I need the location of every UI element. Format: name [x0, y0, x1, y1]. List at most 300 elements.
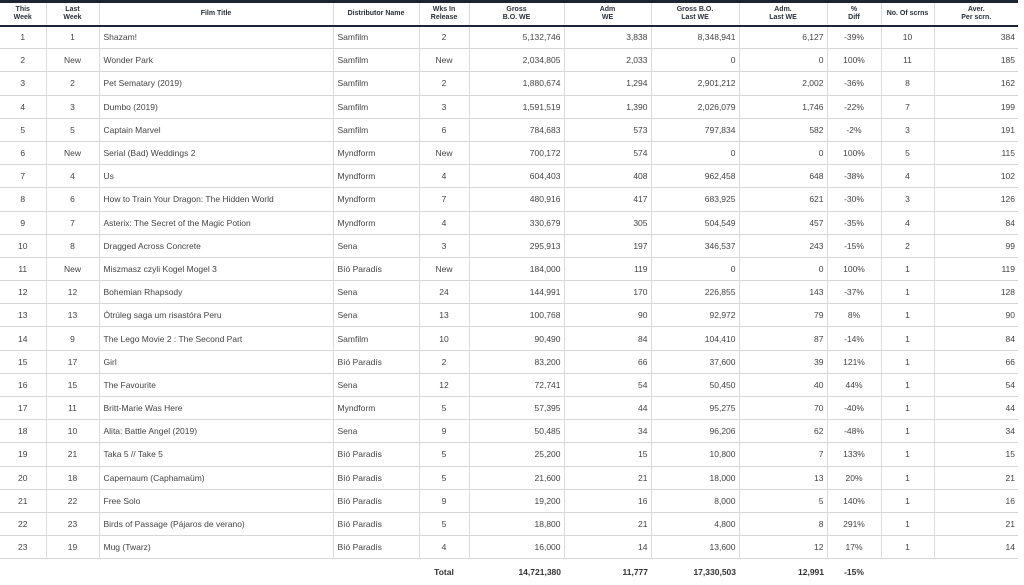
table-row [0, 26, 1018, 49]
gross-cell: 784,683 [469, 118, 564, 141]
distributor-cell: Bíó Paradís [333, 489, 419, 512]
admissions-last-week-cell: 79 [739, 304, 827, 327]
admissions-last-week-cell: 457 [739, 211, 827, 234]
weeks-cell: 7 [419, 188, 469, 211]
distributor-cell: Bíó Paradís [333, 466, 419, 489]
table-row [0, 512, 1018, 535]
weeks-cell: New [419, 141, 469, 164]
gross-cell: 1,880,674 [469, 72, 564, 95]
admissions-cell: 21 [564, 466, 651, 489]
average-per-screen-cell: 102 [934, 165, 1018, 188]
gross-last-week-cell: 962,458 [651, 165, 739, 188]
percent-diff-cell: -39% [827, 26, 881, 49]
percent-diff-cell: -22% [827, 95, 881, 118]
percent-diff-cell: 8% [827, 304, 881, 327]
weeks-cell: 4 [419, 211, 469, 234]
distributor-cell: Samfilm [333, 72, 419, 95]
this-week-cell: 9 [20, 217, 26, 228]
last-week-cell: New [46, 257, 99, 280]
total-admissions: 11,777 [622, 567, 648, 578]
screens-cell: 1 [881, 443, 934, 466]
header-film-title: Film Title [99, 2, 333, 26]
this-week-cell: 17 [18, 403, 28, 414]
table-header [0, 2, 1018, 26]
distributor-cell: Samfilm [333, 49, 419, 72]
gross-last-week-cell: 797,834 [651, 118, 739, 141]
admissions-cell: 90 [564, 304, 651, 327]
weeks-cell: 5 [419, 466, 469, 489]
this-week-cell: 19 [18, 449, 28, 460]
weeks-cell: 2 [419, 350, 469, 373]
last-week-cell: 2 [46, 72, 99, 95]
screens-cell: 4 [881, 211, 934, 234]
gross-last-week-cell: 8,348,941 [651, 26, 739, 49]
distributor-cell: Sena [333, 234, 419, 257]
table-body [0, 26, 1018, 585]
distributor-cell: Myndform [333, 165, 419, 188]
average-per-screen-cell: 21 [934, 466, 1018, 489]
gross-cell: 1,591,519 [469, 95, 564, 118]
admissions-cell: 16 [564, 489, 651, 512]
admissions-cell: 54 [564, 373, 651, 396]
screens-cell: 1 [881, 304, 934, 327]
this-week-cell: 18 [18, 426, 28, 437]
admissions-last-week-cell: 8 [739, 512, 827, 535]
admissions-last-week-cell: 70 [739, 397, 827, 420]
header-weeks-in-release: Wks In Release [419, 2, 469, 26]
weeks-cell: 5 [419, 397, 469, 420]
weeks-cell: 10 [419, 327, 469, 350]
last-week-cell: 9 [46, 327, 99, 350]
percent-diff-cell: -36% [827, 72, 881, 95]
header-average-per-screen: Aver. Per scrn. [934, 2, 1018, 26]
percent-diff-cell: -2% [827, 118, 881, 141]
film-title-cell: Britt-Marie Was Here [99, 397, 333, 420]
admissions-last-week-cell: 5 [739, 489, 827, 512]
header-this-week: This Week [13, 5, 32, 21]
gross-cell: 90,490 [469, 327, 564, 350]
table-row [0, 327, 1018, 350]
last-week-cell: 6 [46, 188, 99, 211]
this-week-cell: 21 [18, 495, 28, 506]
last-week-cell: New [46, 49, 99, 72]
admissions-cell: 1,390 [564, 95, 651, 118]
gross-cell: 330,679 [469, 211, 564, 234]
gross-cell: 72,741 [469, 373, 564, 396]
screens-cell: 1 [881, 257, 934, 280]
distributor-cell: Bíó Paradís [333, 350, 419, 373]
admissions-cell: 84 [564, 327, 651, 350]
distributor-cell: Myndform [333, 141, 419, 164]
this-week-cell: 5 [20, 124, 26, 135]
film-title-cell: Taka 5 // Take 5 [99, 443, 333, 466]
gross-last-week-cell: 92,972 [651, 304, 739, 327]
admissions-last-week-cell: 62 [739, 420, 827, 443]
gross-last-week-cell: 4,800 [651, 512, 739, 535]
gross-last-week-cell: 2,026,079 [651, 95, 739, 118]
admissions-cell: 417 [564, 188, 651, 211]
table-row [0, 489, 1018, 512]
header-last-week: Last Week [46, 2, 99, 26]
gross-last-week-cell: 346,537 [651, 234, 739, 257]
this-week-cell: 10 [18, 240, 28, 251]
admissions-last-week-cell: 143 [739, 281, 827, 304]
header-percent-diff: % Diff [827, 2, 881, 26]
screens-cell: 1 [881, 397, 934, 420]
distributor-cell: Sena [333, 373, 419, 396]
screens-cell: 10 [881, 26, 934, 49]
this-week-cell: 15 [18, 356, 28, 367]
header-screens: No. Of scrns [881, 2, 934, 26]
gross-last-week-cell: 13,600 [651, 536, 739, 559]
gross-cell: 604,403 [469, 165, 564, 188]
empty-cell [46, 559, 99, 585]
distributor-cell: Myndform [333, 188, 419, 211]
distributor-cell: Samfilm [333, 118, 419, 141]
film-title-cell: Asterix: The Secret of the Magic Potion [99, 211, 333, 234]
admissions-cell: 34 [564, 420, 651, 443]
this-week-cell: 6 [20, 148, 26, 159]
admissions-cell: 197 [564, 234, 651, 257]
gross-cell: 25,200 [469, 443, 564, 466]
this-week-cell: 16 [18, 379, 28, 390]
percent-diff-cell: -30% [827, 188, 881, 211]
percent-diff-cell: -48% [827, 420, 881, 443]
last-week-cell: 11 [46, 397, 99, 420]
admissions-last-week-cell: 0 [739, 257, 827, 280]
table-row [0, 118, 1018, 141]
film-title-cell: Capernaum (Caphamaüm) [99, 466, 333, 489]
distributor-cell: Sena [333, 304, 419, 327]
screens-cell: 1 [881, 536, 934, 559]
last-week-cell: 7 [46, 211, 99, 234]
weeks-cell: 4 [419, 536, 469, 559]
table-row [0, 536, 1018, 559]
last-week-cell: 1 [46, 26, 99, 49]
average-per-screen-cell: 115 [934, 141, 1018, 164]
film-title-cell: Girl [99, 350, 333, 373]
weeks-cell: 3 [419, 95, 469, 118]
admissions-cell: 21 [564, 512, 651, 535]
this-week-cell: 14 [18, 333, 28, 344]
this-week-cell: 7 [20, 171, 26, 182]
last-week-cell: 10 [46, 420, 99, 443]
table-row [0, 257, 1018, 280]
last-week-cell: 23 [46, 512, 99, 535]
weeks-cell: 12 [419, 373, 469, 396]
average-per-screen-cell: 21 [934, 512, 1018, 535]
average-per-screen-cell: 15 [934, 443, 1018, 466]
distributor-cell: Myndform [333, 211, 419, 234]
gross-cell: 19,200 [469, 489, 564, 512]
admissions-cell: 15 [564, 443, 651, 466]
average-per-screen-cell: 162 [934, 72, 1018, 95]
film-title-cell: The Lego Movie 2 : The Second Part [99, 327, 333, 350]
admissions-cell: 3,838 [564, 26, 651, 49]
film-title-cell: Ótrúleg saga um risastóra Peru [99, 304, 333, 327]
distributor-cell: Bíó Paradís [333, 443, 419, 466]
screens-cell: 3 [881, 118, 934, 141]
film-title-cell: Dragged Across Concrete [99, 234, 333, 257]
average-per-screen-cell: 199 [934, 95, 1018, 118]
average-per-screen-cell: 99 [934, 234, 1018, 257]
distributor-cell: Samfilm [333, 26, 419, 49]
gross-cell: 2,034,805 [469, 49, 564, 72]
admissions-last-week-cell: 0 [739, 49, 827, 72]
film-title-cell: Mug (Twarz) [99, 536, 333, 559]
this-week-cell: 22 [18, 519, 28, 530]
average-per-screen-cell: 119 [934, 257, 1018, 280]
last-week-cell: 5 [46, 118, 99, 141]
gross-last-week-cell: 37,600 [651, 350, 739, 373]
weeks-cell: 5 [419, 443, 469, 466]
screens-cell: 1 [881, 350, 934, 373]
total-percent-diff: -15% [844, 567, 864, 578]
table-row [0, 466, 1018, 489]
this-week-cell: 1 [20, 32, 26, 43]
admissions-cell: 408 [564, 165, 651, 188]
last-week-cell: 21 [46, 443, 99, 466]
weeks-cell: 4 [419, 165, 469, 188]
gross-cell: 57,395 [469, 397, 564, 420]
header-admissions-last-week: Adm. Last WE [739, 2, 827, 26]
this-week-cell: 12 [18, 287, 28, 298]
gross-cell: 100,768 [469, 304, 564, 327]
table-row [0, 49, 1018, 72]
last-week-cell: New [46, 141, 99, 164]
admissions-last-week-cell: 243 [739, 234, 827, 257]
admissions-cell: 574 [564, 141, 651, 164]
gross-cell: 480,916 [469, 188, 564, 211]
total-label: Total [434, 567, 454, 578]
film-title-cell: Wonder Park [99, 49, 333, 72]
percent-diff-cell: 100% [827, 49, 881, 72]
percent-diff-cell: 17% [827, 536, 881, 559]
percent-diff-cell: 100% [827, 141, 881, 164]
admissions-last-week-cell: 12 [739, 536, 827, 559]
distributor-cell: Samfilm [333, 327, 419, 350]
header-gross: Gross B.O. WE [469, 2, 564, 26]
gross-last-week-cell: 8,000 [651, 489, 739, 512]
this-week-cell: 2 [20, 55, 26, 66]
this-week-cell: 3 [20, 78, 26, 89]
average-per-screen-cell: 84 [934, 327, 1018, 350]
last-week-cell: 3 [46, 95, 99, 118]
average-per-screen-cell: 16 [934, 489, 1018, 512]
distributor-cell: Samfilm [333, 95, 419, 118]
screens-cell: 1 [881, 512, 934, 535]
weeks-cell: 13 [419, 304, 469, 327]
distributor-cell: Bíó Paradís [333, 257, 419, 280]
weeks-cell: 6 [419, 118, 469, 141]
percent-diff-cell: 291% [827, 512, 881, 535]
weeks-cell: New [419, 49, 469, 72]
gross-last-week-cell: 10,800 [651, 443, 739, 466]
screens-cell: 3 [881, 188, 934, 211]
table-row [0, 188, 1018, 211]
screens-cell: 1 [881, 466, 934, 489]
total-gross-last-week: 17,330,503 [693, 567, 736, 578]
gross-cell: 144,991 [469, 281, 564, 304]
table-row [0, 141, 1018, 164]
distributor-cell: Bíó Paradís [333, 536, 419, 559]
gross-last-week-cell: 226,855 [651, 281, 739, 304]
film-title-cell: The Favourite [99, 373, 333, 396]
average-per-screen-cell: 44 [934, 397, 1018, 420]
last-week-cell: 19 [46, 536, 99, 559]
gross-last-week-cell: 0 [651, 141, 739, 164]
distributor-cell: Sena [333, 420, 419, 443]
film-title-cell: How to Train Your Dragon: The Hidden World [99, 188, 333, 211]
screens-cell: 1 [881, 489, 934, 512]
average-per-screen-cell: 191 [934, 118, 1018, 141]
screens-cell: 11 [881, 49, 934, 72]
admissions-last-week-cell: 87 [739, 327, 827, 350]
total-admissions-last-week: 12,991 [798, 567, 824, 578]
average-per-screen-cell: 54 [934, 373, 1018, 396]
empty-cell [934, 559, 1018, 585]
gross-cell: 295,913 [469, 234, 564, 257]
admissions-last-week-cell: 7 [739, 443, 827, 466]
header-admissions: Adm WE [564, 2, 651, 26]
header-distributor: Distributor Name [333, 2, 419, 26]
gross-cell: 18,800 [469, 512, 564, 535]
this-week-cell: 11 [18, 263, 28, 274]
percent-diff-cell: -37% [827, 281, 881, 304]
this-week-cell: 13 [18, 310, 28, 321]
average-per-screen-cell: 185 [934, 49, 1018, 72]
last-week-cell: 15 [46, 373, 99, 396]
admissions-last-week-cell: 6,127 [739, 26, 827, 49]
admissions-cell: 14 [564, 536, 651, 559]
table-row [0, 95, 1018, 118]
admissions-last-week-cell: 39 [739, 350, 827, 373]
screens-cell: 2 [881, 234, 934, 257]
totals-row [0, 559, 1018, 585]
average-per-screen-cell: 14 [934, 536, 1018, 559]
gross-last-week-cell: 95,275 [651, 397, 739, 420]
gross-cell: 16,000 [469, 536, 564, 559]
weeks-cell: 9 [419, 420, 469, 443]
screens-cell: 4 [881, 165, 934, 188]
weeks-cell: 2 [419, 72, 469, 95]
header-gross-last-week: Gross B.O. Last WE [651, 2, 739, 26]
gross-last-week-cell: 104,410 [651, 327, 739, 350]
table-row [0, 420, 1018, 443]
weeks-cell: 5 [419, 512, 469, 535]
percent-diff-cell: 44% [827, 373, 881, 396]
film-title-cell: Bohemian Rhapsody [99, 281, 333, 304]
gross-last-week-cell: 504,549 [651, 211, 739, 234]
film-title-cell: Shazam! [99, 26, 333, 49]
admissions-last-week-cell: 13 [739, 466, 827, 489]
table-row [0, 281, 1018, 304]
percent-diff-cell: -40% [827, 397, 881, 420]
screens-cell: 1 [881, 373, 934, 396]
this-week-cell: 8 [20, 194, 26, 205]
empty-cell [0, 559, 46, 585]
film-title-cell: Dumbo (2019) [99, 95, 333, 118]
admissions-last-week-cell: 621 [739, 188, 827, 211]
table-row [0, 234, 1018, 257]
last-week-cell: 13 [46, 304, 99, 327]
last-week-cell: 4 [46, 165, 99, 188]
admissions-last-week-cell: 1,746 [739, 95, 827, 118]
gross-last-week-cell: 50,450 [651, 373, 739, 396]
percent-diff-cell: 140% [827, 489, 881, 512]
screens-cell: 8 [881, 72, 934, 95]
weeks-cell: 24 [419, 281, 469, 304]
gross-last-week-cell: 683,925 [651, 188, 739, 211]
gross-cell: 700,172 [469, 141, 564, 164]
table-row [0, 211, 1018, 234]
empty-cell [99, 559, 333, 585]
table-row [0, 373, 1018, 396]
average-per-screen-cell: 128 [934, 281, 1018, 304]
percent-diff-cell: -15% [827, 234, 881, 257]
average-per-screen-cell: 34 [934, 420, 1018, 443]
film-title-cell: Captain Marvel [99, 118, 333, 141]
this-week-cell: 20 [18, 472, 28, 483]
film-title-cell: Free Solo [99, 489, 333, 512]
film-title-cell: Alita: Battle Angel (2019) [99, 420, 333, 443]
gross-cell: 5,132,746 [469, 26, 564, 49]
gross-last-week-cell: 0 [651, 257, 739, 280]
last-week-cell: 17 [46, 350, 99, 373]
admissions-last-week-cell: 40 [739, 373, 827, 396]
average-per-screen-cell: 66 [934, 350, 1018, 373]
last-week-cell: 22 [46, 489, 99, 512]
screens-cell: 7 [881, 95, 934, 118]
table-row [0, 304, 1018, 327]
table-row [0, 443, 1018, 466]
table-row [0, 397, 1018, 420]
film-title-cell: Birds of Passage (Pájaros de verano) [99, 512, 333, 535]
admissions-last-week-cell: 582 [739, 118, 827, 141]
percent-diff-cell: -35% [827, 211, 881, 234]
percent-diff-cell: -38% [827, 165, 881, 188]
average-per-screen-cell: 90 [934, 304, 1018, 327]
weeks-cell: 9 [419, 489, 469, 512]
admissions-cell: 1,294 [564, 72, 651, 95]
screens-cell: 1 [881, 420, 934, 443]
admissions-cell: 170 [564, 281, 651, 304]
average-per-screen-cell: 84 [934, 211, 1018, 234]
table-row [0, 350, 1018, 373]
table-row [0, 165, 1018, 188]
gross-cell: 21,600 [469, 466, 564, 489]
admissions-cell: 573 [564, 118, 651, 141]
empty-cell [881, 559, 934, 585]
distributor-cell: Sena [333, 281, 419, 304]
film-title-cell: Serial (Bad) Weddings 2 [99, 141, 333, 164]
table-row [0, 72, 1018, 95]
admissions-cell: 305 [564, 211, 651, 234]
gross-cell: 83,200 [469, 350, 564, 373]
gross-last-week-cell: 2,901,212 [651, 72, 739, 95]
empty-cell [333, 559, 419, 585]
gross-last-week-cell: 0 [651, 49, 739, 72]
weeks-cell: 2 [419, 26, 469, 49]
admissions-cell: 2,033 [564, 49, 651, 72]
last-week-cell: 12 [46, 281, 99, 304]
this-week-cell: 23 [18, 542, 28, 553]
gross-cell: 184,000 [469, 257, 564, 280]
film-title-cell: Us [99, 165, 333, 188]
admissions-last-week-cell: 648 [739, 165, 827, 188]
percent-diff-cell: 121% [827, 350, 881, 373]
admissions-last-week-cell: 2,002 [739, 72, 827, 95]
